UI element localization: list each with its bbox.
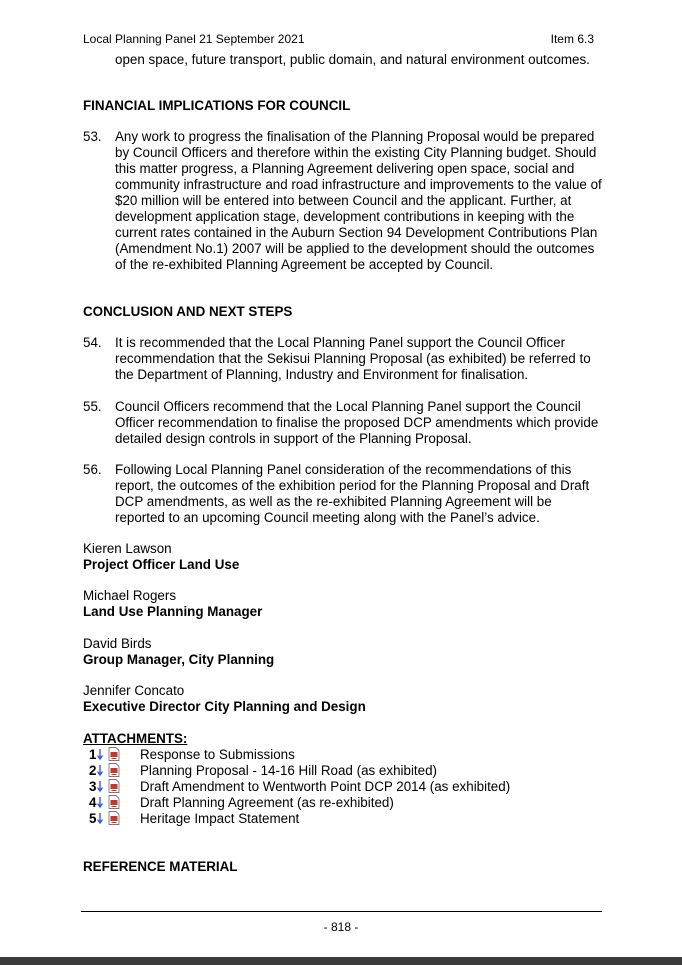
continuation-paragraph: open space, future transport, public domain, and natural environment outcomes. [115, 52, 590, 67]
pdf-icon[interactable] [108, 747, 120, 761]
paragraph-53: Any work to progress the finalisation of the Planning Proposal would be prepared by Council Officers and therefore within the existing City Planning budget. Should this matter progress, a Planning Agreement delivering open space, social and community infrastructure and road infrastructure and improvements to the value of $20 million will be entered into between Council and the applicant. Further, at development application stage, development contributions in keeping with the current rates contained in the Auburn Section 94 Development Contributions Plan (Amendment No.1) 2007 will be applied to the development should the outcomes of the re-exhibited Planning Agreement be accepted by Council. [115, 129, 602, 272]
reference-heading: REFERENCE MATERIAL [83, 859, 238, 874]
paragraph-number-53: 53. [83, 129, 102, 144]
signatory-name: Kieren Lawson [83, 541, 172, 556]
conclusion-heading: CONCLUSION AND NEXT STEPS [83, 304, 293, 319]
attachment-number: 5 [89, 811, 97, 826]
financial-heading: FINANCIAL IMPLICATIONS FOR COUNCIL [83, 98, 351, 113]
download-arrow-icon[interactable] [97, 780, 105, 794]
download-arrow-icon[interactable] [97, 812, 105, 826]
paragraph-number-55: 55. [83, 399, 102, 414]
pdf-icon[interactable] [108, 763, 120, 777]
pdf-icon[interactable] [108, 811, 120, 825]
paragraph-54: It is recommended that the Local Planning Panel support the Council Officer recommendation that the Sekisui Planning Proposal (as exhibited) be referred to the Department of Planning, Industry and Environment for finalisation. [115, 335, 591, 382]
attachments-heading: ATTACHMENTS: [83, 731, 188, 746]
attachment-number: 1 [89, 747, 97, 762]
attachment-number: 4 [89, 795, 97, 810]
attachment-number: 3 [89, 779, 97, 794]
footer-rule [81, 911, 602, 912]
signatory-name: Jennifer Concato [83, 683, 185, 698]
signatory-name: David Birds [83, 636, 152, 651]
signatory-title: Group Manager, City Planning [83, 652, 275, 667]
attachment-label[interactable]: Heritage Impact Statement [140, 811, 300, 826]
pdf-icon[interactable] [108, 795, 120, 809]
attachment-label[interactable]: Planning Proposal - 14-16 Hill Road (as exhibited) [140, 763, 437, 778]
signatory-title: Executive Director City Planning and Design [83, 699, 366, 714]
header-item-number: Item 6.3 [550, 32, 594, 46]
signatory-name: Michael Rogers [83, 588, 177, 603]
paragraph-55: Council Officers recommend that the Local Planning Panel support the Council Officer recommendation to finalise the proposed DCP amendments which provide detailed design controls in support of the Planning Proposal. [115, 399, 599, 446]
attachment-number: 2 [89, 763, 97, 778]
download-arrow-icon[interactable] [97, 764, 105, 778]
attachment-label[interactable]: Draft Planning Agreement (as re-exhibited) [140, 795, 394, 810]
download-arrow-icon[interactable] [97, 748, 105, 762]
attachment-label[interactable]: Response to Submissions [140, 747, 295, 762]
page-number: - 818 - [323, 920, 359, 934]
download-arrow-icon[interactable] [97, 796, 105, 810]
signatory-title: Project Officer Land Use [83, 557, 240, 572]
paragraph-number-54: 54. [83, 335, 102, 350]
pdf-icon[interactable] [108, 779, 120, 793]
paragraph-number-56: 56. [83, 462, 102, 477]
attachment-label[interactable]: Draft Amendment to Wentworth Point DCP 2014 (as exhibited) [140, 779, 511, 794]
paragraph-56: Following Local Planning Panel consideration of the recommendations of this report, the outcomes of the exhibition period for the Planning Proposal and Draft DCP amendments, as well as the re-exhibited Planning Agreement will be reported to an upcoming Council meeting along with the Panel’s advice. [115, 462, 590, 525]
signatory-title: Land Use Planning Manager [83, 604, 263, 619]
viewer-bottom-edge [0, 957, 682, 965]
header-meeting-date: Local Planning Panel 21 September 2021 [83, 32, 305, 46]
